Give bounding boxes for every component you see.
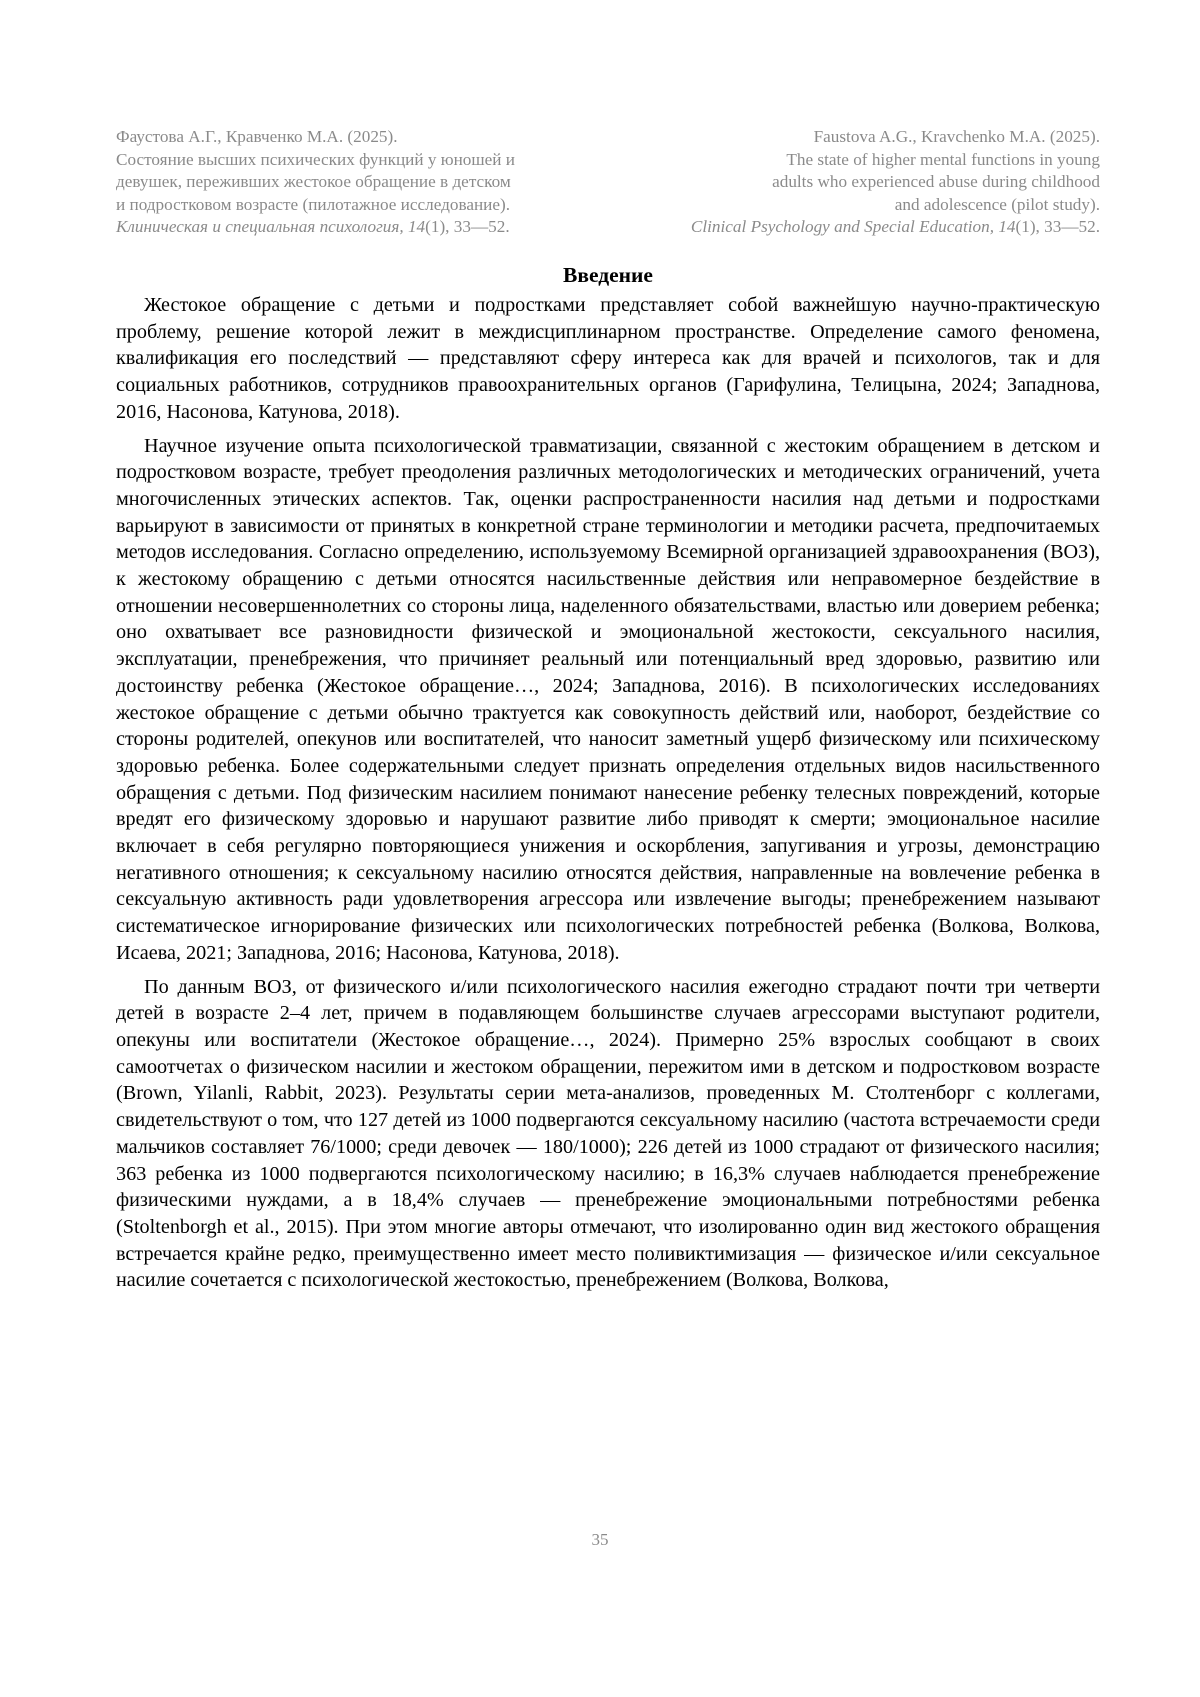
citation-english-title-line: adults who experienced abuse during childhood (600, 171, 1100, 194)
citation-russian-source (116, 216, 586, 239)
running-header (116, 126, 1100, 239)
citation-english-authors: Faustova A.G., Kravchenko M.A. (2025). (600, 126, 1100, 149)
citation-english-title-line: The state of higher mental functions in young (600, 149, 1100, 172)
citation-russian-journal: Клиническая и специальная психология, (116, 217, 404, 236)
citation-russian-title-line: девушек, переживших жестокое обращение в детском (116, 171, 586, 194)
citation-russian-title-line: и подростковом возрасте (пилотажное исследование). (116, 194, 586, 217)
citation-russian-title-line: Состояние высших психических функций у юношей и (116, 149, 586, 172)
journal-page (0, 0, 1200, 1697)
article-body (116, 262, 1100, 1301)
paragraph: Научное изучение опыта психологической травматизации, связанной с жестоким обращением в детском и подростковом возрасте, требует преодоления различных методологических и методических ограничений, учета многочисленных этических аспектов. Так, оценки распространенности насилия над детьми и подростками варьируют в зависимости от принятых в конкретной стране терминологии и методики расчета, предпочитаемых методов исследования. Согласно определению, используемому Всемирной организацией здравоохранения (ВОЗ), к жестокому обращению с детьми относятся насильственные действия или неправомерное бездействие в отношении несовершеннолетних со стороны лица, наделенного обязательствами, властью или доверием ребенка; оно охватывает все разновидности физической и эмоциональной жестокости, сексуального насилия, эксплуатации, пренебрежения, что причиняет реальный или потенциальный вред здоровью, развитию или достоинству ребенка (Жестокое обращение…, 2024; Западнова, 2016). В психологических исследованиях жестокое обращение с детьми обычно трактуется как совокупность действий или, наоборот, бездействие со стороны родителей, опекунов или воспитателей, что наносит заметный ущерб физическому или психическому здоровью ребенка. Более содержательными следует признать определения отдельных видов насильственного обращения с детьми. Под физическим насилием понимают нанесение ребенку телесных повреждений, которые вредят его физическому здоровью и нарушают развитие либо приводят к смерти; эмоциональное насилие включает в себя регулярно повторяющиеся унижения и оскорбления, запугивания и угрозы, демонстрацию негативного отношения; к сексуальному насилию относятся действия, направленные на вовлечение ребенка в сексуальную активность ради удовлетворения агрессора или извлечение выгоды; пренебрежением называют систематическое игнорирование физических или психологических потребностей ребенка (Волкова, Волкова, Исаева, 2021; Западнова, 2016; Насонова, Катунова, 2018). (116, 433, 1100, 967)
page-number: 35 (0, 1530, 1200, 1550)
citation-english (600, 126, 1100, 239)
citation-russian-authors: Фаустова А.Г., Кравченко М.А. (2025). (116, 126, 586, 149)
citation-english-volume: 14 (994, 217, 1015, 236)
citation-russian (116, 126, 586, 239)
section-heading: Введение (116, 262, 1100, 288)
citation-english-journal: Clinical Psychology and Special Education, (691, 217, 994, 236)
citation-english-pages: (1), 33—52. (1016, 217, 1101, 236)
paragraph: Жестокое обращение с детьми и подростками представляет собой важнейшую научно-практическую проблему, решение которой лежит в междисциплинарном пространстве. Определение самого феномена, квалификация его последствий — представляют сферу интереса как для врачей и психологов, так и для социальных работников, сотрудников правоохранительных органов (Гарифулина, Телицына, 2024; Западнова, 2016, Насонова, Катунова, 2018). (116, 292, 1100, 426)
citation-russian-pages: (1), 33—52. (425, 217, 510, 236)
citation-english-title-line: and adolescence (pilot study). (600, 194, 1100, 217)
citation-russian-volume: 14 (404, 217, 425, 236)
paragraph: По данным ВОЗ, от физического и/или психологического насилия ежегодно страдают почти три четверти детей в возрасте 2–4 лет, причем в подавляющем большинстве случаев агрессорами выступают родители, опекуны или воспитатели (Жестокое обращение…, 2024). Примерно 25% взрослых сообщают в своих самоотчетах о физическом насилии и жестоком обращении, пережитом ими в детском и подростковом возрасте (Brown, Yilanli, Rabbit, 2023). Результаты серии мета-анализов, проведенных М. Столтенборг с коллегами, свидетельствуют о том, что 127 детей из 1000 подвергаются сексуальному насилию (частота встречаемости среди мальчиков составляет 76/1000; среди девочек — 180/1000); 226 детей из 1000 страдают от физического насилия; 363 ребенка из 1000 подвергаются психологическому насилию; в 16,3% случаев наблюдается пренебрежение физическими нуждами, а в 18,4% случаев — пренебрежение эмоциональными потребностями ребенка (Stoltenborgh et al., 2015). При этом многие авторы отмечают, что изолированно один вид жестокого обращения встречается крайне редко, преимущественно имеет место поливиктимизация — физическое и/или сексуальное насилие сочетается с психологической жестокостью, пренебрежением (Волкова, Волкова, (116, 974, 1100, 1294)
citation-english-source (600, 216, 1100, 239)
